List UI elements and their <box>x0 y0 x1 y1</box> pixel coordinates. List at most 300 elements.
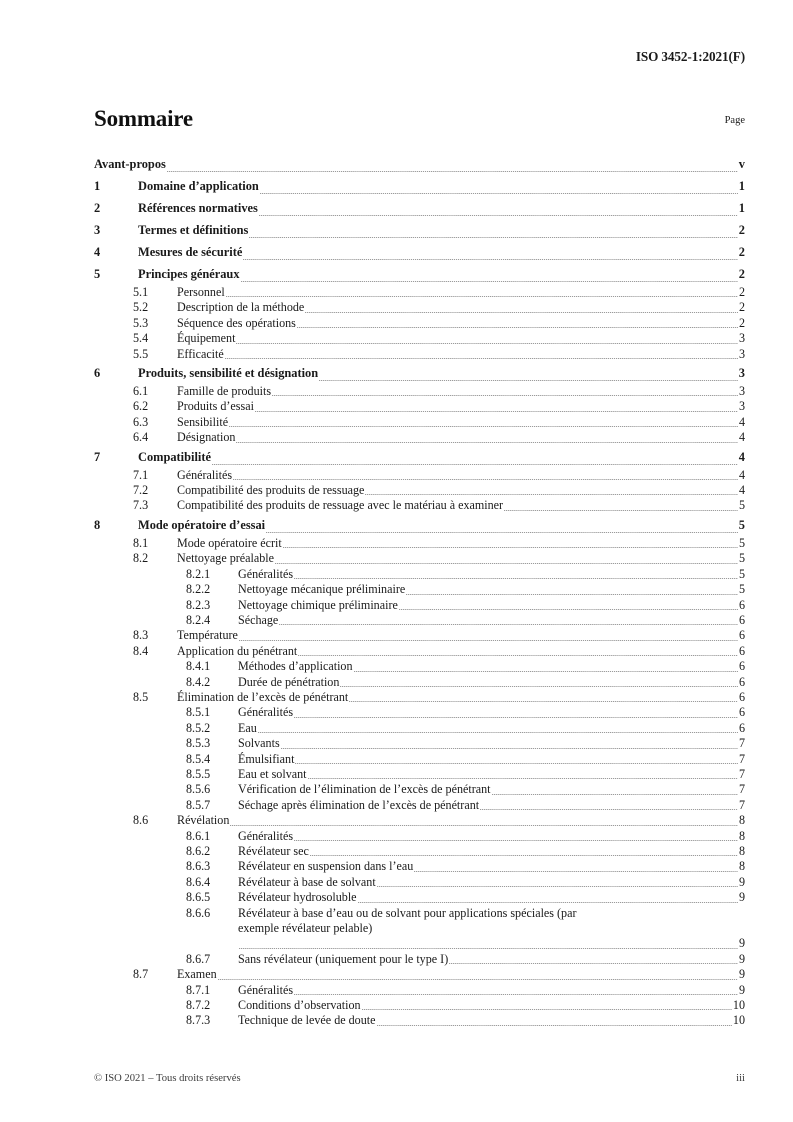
toc-entry[interactable] <box>94 705 745 720</box>
toc-entry-number: 8.1 <box>133 535 149 550</box>
toc-entry[interactable] <box>94 906 745 952</box>
toc-entry-number: 8.7.2 <box>186 998 211 1013</box>
toc-dot-leader <box>354 671 738 672</box>
toc-entry-number: 8.6.6 <box>186 905 211 920</box>
toc-entry-title: Termes et définitions <box>138 223 249 237</box>
toc-entry-title <box>238 906 745 937</box>
toc-entry-number: 8.6.1 <box>186 828 211 843</box>
toc-entry-number: 5.1 <box>133 285 149 299</box>
toc-entry-body <box>177 415 745 430</box>
toc-entry-title: Généralités <box>238 982 294 997</box>
toc-entry-number: 3 <box>94 223 101 237</box>
toc-entry-number: 8.7.3 <box>186 1013 211 1028</box>
toc-entry-number: 8.5.6 <box>186 782 211 797</box>
toc-entry[interactable] <box>94 514 745 536</box>
toc-entry-number: 5.2 <box>133 300 149 315</box>
toc-entry-title: Domaine d’application <box>138 179 259 193</box>
toc-entry-body <box>238 906 745 952</box>
toc-entry-body <box>238 752 745 767</box>
toc-entry-title: Mode opératoire d’essai <box>138 517 266 532</box>
toc-entry-page-number: 6 <box>738 689 745 704</box>
toc-entry-body <box>177 628 745 643</box>
toc-entry-title: Eau et solvant <box>238 766 307 781</box>
toc-dot-leader <box>406 594 738 595</box>
toc-entry-page-number: 6 <box>738 720 745 735</box>
toc-entry-body <box>238 721 745 736</box>
toc-entry-page-number: 7 <box>738 782 745 797</box>
toc-entry-body <box>238 890 745 905</box>
toc-entry-number: 8.6.2 <box>186 844 211 858</box>
toc-entry-title: Sans révélateur (uniquement pour le type I) <box>238 951 449 966</box>
toc-entry[interactable] <box>94 263 745 285</box>
toc-entry[interactable] <box>94 399 745 414</box>
toc-entry-body <box>177 347 745 362</box>
toc-entry-page-number: 2 <box>738 245 745 259</box>
toc-entry-number: 6.4 <box>133 430 149 445</box>
toc-dot-leader <box>414 871 738 872</box>
toc-entry-number: 7 <box>94 449 101 464</box>
toc-entry-body <box>238 567 745 582</box>
toc-dot-leader <box>229 426 738 427</box>
toc-entry[interactable] <box>94 644 745 659</box>
toc-entry-page-number: 1 <box>738 179 745 193</box>
toc-entry-title: Séchage après élimination de l’excès de pénétrant <box>238 797 480 812</box>
toc-dot-leader <box>249 237 737 238</box>
toc-entry-body <box>138 362 745 384</box>
toc-entry-body <box>177 468 745 483</box>
toc-entry-title: Sensibilité <box>177 414 229 429</box>
toc-entry-page-number: 7 <box>738 766 745 781</box>
toc-entry-number: 6.2 <box>133 399 149 414</box>
toc-entry-body <box>238 782 745 797</box>
toc-entry-number: 1 <box>94 179 101 193</box>
toc-entry-body <box>238 952 745 967</box>
toc-dot-leader <box>218 979 738 980</box>
toc-entry[interactable] <box>94 331 745 346</box>
toc-entry[interactable] <box>94 859 745 874</box>
toc-entry-body <box>177 300 745 315</box>
toc-entry-number: 8.5.2 <box>186 720 211 735</box>
toc-entry-body <box>138 197 745 219</box>
toc-entry-body <box>177 813 745 828</box>
toc-dot-leader <box>239 640 738 641</box>
toc-entry-body <box>177 430 745 445</box>
toc-dot-leader <box>294 840 738 841</box>
toc-dot-leader <box>266 532 738 533</box>
toc-entry-title-line-1: Révélateur à base d’eau ou de solvant pour applications spéciales (par <box>238 905 577 920</box>
toc-entry-title: Nettoyage préalable <box>177 551 275 566</box>
toc-entry[interactable] <box>94 1013 745 1028</box>
toc-entry-body <box>177 498 745 513</box>
toc-entry-page-number: 3 <box>738 346 745 361</box>
toc-entry-page-number: 2 <box>738 223 745 237</box>
toc-entry-body <box>177 384 745 399</box>
toc-entry-title: Généralités <box>177 467 233 482</box>
toc-entry-body <box>238 829 745 844</box>
toc-entry-body <box>238 1013 745 1028</box>
page-folio: iii <box>736 1073 745 1084</box>
toc-entry-number: 5.5 <box>133 346 149 361</box>
toc-title-row <box>94 106 745 132</box>
toc-dot-leader <box>340 686 738 687</box>
toc-entry-title: Produits, sensibilité et désignation <box>138 366 319 381</box>
document-footer <box>94 1073 745 1084</box>
toc-entry-number: 8 <box>94 517 101 532</box>
toc-entry-title: Description de la méthode <box>177 300 305 315</box>
toc-dot-leader <box>236 442 738 443</box>
toc-entry-number: 8.2 <box>133 551 149 566</box>
toc-entry[interactable] <box>94 362 745 384</box>
toc-entry-number: 2 <box>94 201 101 215</box>
toc-entry[interactable] <box>94 829 745 844</box>
toc-entry[interactable] <box>94 153 745 175</box>
toc-dot-leader <box>377 1025 732 1026</box>
page-column-label: Page <box>724 115 745 126</box>
toc-entry-page-number: 3 <box>738 331 745 346</box>
toc-dot-leader <box>258 732 738 733</box>
toc-entry-page-number: 5 <box>738 517 745 532</box>
toc-dot-leader <box>295 763 738 764</box>
toc-dot-leader <box>226 296 738 297</box>
toc-entry[interactable] <box>94 613 745 628</box>
toc-entry-title: Révélateur à base de solvant <box>238 874 376 889</box>
toc-entry-title: Généralités <box>238 566 294 581</box>
toc-entry-page-number: 5 <box>738 566 745 581</box>
toc-entry-body <box>138 263 745 285</box>
copyright-notice: © ISO 2021 – Tous droits réservés <box>94 1073 241 1084</box>
toc-entry-number: 8.2.4 <box>186 612 211 627</box>
toc-entry-number: 6.1 <box>133 384 149 399</box>
toc-entry-body <box>138 446 745 468</box>
toc-entry-number: 8.5.1 <box>186 705 211 720</box>
toc-entry-title: Émulsifiant <box>238 751 295 766</box>
toc-dot-leader <box>297 327 738 328</box>
toc-entry-title: Durée de pénétration <box>238 674 340 689</box>
toc-entry-title: Compatibilité des produits de ressuage <box>177 483 365 498</box>
toc-entry-page-number: 9 <box>738 874 745 889</box>
toc-entry-title: Mesures de sécurité <box>138 245 243 259</box>
toc-entry-title: Équipement <box>177 331 236 346</box>
toc-entry-number: 8.5 <box>133 689 149 704</box>
toc-dot-leader <box>358 902 738 903</box>
toc-dot-leader <box>241 281 738 282</box>
toc-entry-title: Révélateur sec <box>238 844 309 858</box>
toc-entry-page-number: v <box>738 157 745 171</box>
toc-entry-number: 7.2 <box>133 483 149 498</box>
toc-entry-body <box>238 736 745 751</box>
toc-entry[interactable] <box>94 498 745 513</box>
toc-entry-title: Produits d’essai <box>177 399 254 414</box>
toc-entry[interactable] <box>94 300 745 315</box>
toc-entry-number: 7.1 <box>133 467 149 482</box>
toc-dot-leader <box>212 464 738 465</box>
toc-entry-page-number: 6 <box>738 612 745 627</box>
toc-entry-body <box>177 316 745 331</box>
toc-entry-number: 8.6.7 <box>186 951 211 966</box>
toc-entry[interactable] <box>94 219 745 241</box>
toc-entry-body <box>177 331 745 346</box>
toc-dot-leader <box>239 948 738 949</box>
toc-entry-page-number: 7 <box>738 736 745 751</box>
toc-entry-title: Famille de produits <box>177 384 272 399</box>
toc-dot-leader <box>275 563 738 564</box>
toc-entry[interactable] <box>94 536 745 551</box>
toc-entry-title: Examen <box>177 967 217 982</box>
toc-entry-title: Application du pénétrant <box>177 643 298 658</box>
toc-dot-leader <box>236 343 738 344</box>
toc-entry-number: 6 <box>94 366 101 381</box>
toc-entry-page-number: 2 <box>738 300 745 315</box>
toc-entry-number: 7.3 <box>133 498 149 513</box>
toc-entry[interactable] <box>94 415 745 430</box>
toc-entry-page-number: 4 <box>738 430 745 445</box>
toc-entry-number: 8.6.5 <box>186 890 211 905</box>
toc-entry-page-number: 6 <box>738 705 745 720</box>
toc-entry-title: Vérification de l’élimination de l’excès de pénétrant <box>238 782 491 797</box>
toc-entry-page-number: 5 <box>738 498 745 513</box>
toc-entry-page-number: 7 <box>738 797 745 812</box>
document-reference-header: ISO 3452-1:2021(F) <box>635 49 745 64</box>
toc-dot-leader <box>281 748 738 749</box>
toc-entry-body <box>238 844 745 859</box>
toc-entry[interactable] <box>94 767 745 782</box>
toc-entry[interactable] <box>94 690 745 705</box>
toc-entry[interactable] <box>94 483 745 498</box>
toc-entry-title: Désignation <box>177 430 236 445</box>
toc-entry-page-number: 6 <box>738 674 745 689</box>
toc-dot-leader <box>349 701 738 702</box>
toc-entry-page-number: 5 <box>738 551 745 566</box>
toc-entry[interactable] <box>94 875 745 890</box>
toc-dot-leader <box>319 380 738 381</box>
toc-entry-title: Séquence des opérations <box>177 315 296 330</box>
toc-entry-title: Principes généraux <box>138 267 240 281</box>
toc-entry[interactable] <box>94 347 745 362</box>
toc-entry[interactable] <box>94 752 745 767</box>
toc-entry[interactable] <box>94 628 745 643</box>
toc-entry-page-number: 9 <box>738 967 745 982</box>
toc-entry-body <box>177 399 745 414</box>
toc-entry-body <box>138 219 745 241</box>
toc-entry-title: Révélation <box>177 813 230 828</box>
toc-entry[interactable] <box>94 798 745 813</box>
toc-dot-leader <box>225 358 738 359</box>
toc-entry[interactable] <box>94 967 745 982</box>
toc-entry-title: Méthodes d’application <box>238 659 353 674</box>
toc-entry-body <box>238 998 745 1013</box>
toc-dot-leader <box>449 963 738 964</box>
toc-entry-title: Révélateur en suspension dans l’eau <box>238 859 414 874</box>
toc-entry-title: Technique de levée de doute <box>238 1013 376 1028</box>
toc-entry-number: 8.4 <box>133 643 149 658</box>
toc-entry-page-number: 9 <box>738 890 745 905</box>
toc-entry-number: 8.6.3 <box>186 859 211 874</box>
toc-dot-leader <box>492 794 738 795</box>
toc-entry-title: Références normatives <box>138 201 258 215</box>
toc-entry-page-number: 2 <box>738 285 745 299</box>
toc-entry[interactable] <box>94 446 745 468</box>
toc-entry-page-number: 4 <box>738 467 745 482</box>
toc-dot-leader <box>504 510 738 511</box>
toc-entry-page-number: 8 <box>738 813 745 828</box>
toc-dot-leader <box>233 479 738 480</box>
toc-entry[interactable] <box>94 241 745 263</box>
toc-entry[interactable] <box>94 813 745 828</box>
toc-entry-page-number: 7 <box>738 751 745 766</box>
toc-entry-page-number: 5 <box>738 535 745 550</box>
toc-dot-leader <box>294 717 738 718</box>
toc-entry-body <box>238 983 745 998</box>
toc-entry[interactable] <box>94 998 745 1013</box>
toc-entry[interactable] <box>94 736 745 751</box>
toc-entry-page-number: 8 <box>738 859 745 874</box>
toc-entry-page-number: 3 <box>738 384 745 399</box>
toc-entry-page-number: 9 <box>738 951 745 966</box>
toc-dot-leader <box>399 609 738 610</box>
toc-entry-title: Élimination de l’excès de pénétrant <box>177 689 349 704</box>
toc-entry-title: Séchage <box>238 612 279 627</box>
toc-entry[interactable] <box>94 782 745 797</box>
toc-entry-body <box>138 175 745 197</box>
toc-entry-title: Conditions d’observation <box>238 998 361 1013</box>
toc-entry-body <box>238 859 745 874</box>
toc-entry[interactable] <box>94 659 745 674</box>
toc-entry-body <box>138 241 745 263</box>
toc-entry-title: Généralités <box>238 828 294 843</box>
toc-entry-body <box>177 536 745 551</box>
toc-entry[interactable] <box>94 285 745 300</box>
toc-entry-body <box>238 767 745 782</box>
toc-entry-page-number: 6 <box>738 659 745 674</box>
toc-entry-body <box>94 153 745 175</box>
toc-entry[interactable] <box>94 567 745 582</box>
toc-entry[interactable] <box>94 175 745 197</box>
toc-entry-body <box>177 967 745 982</box>
toc-entry-title: Révélateur hydrosoluble <box>238 890 357 905</box>
toc-entry-page-number: 9 <box>738 936 745 951</box>
toc-entry-title: Personnel <box>177 285 225 299</box>
toc-dot-leader <box>377 886 738 887</box>
toc-entry-number: 8.4.1 <box>186 659 211 674</box>
toc-entry-body <box>238 675 745 690</box>
toc-entry[interactable] <box>94 983 745 998</box>
page-title: Sommaire <box>94 106 193 131</box>
toc-entry-page-number: 5 <box>738 582 745 597</box>
toc-dot-leader <box>255 411 738 412</box>
toc-entry-body <box>238 613 745 628</box>
toc-dot-leader <box>259 215 738 216</box>
toc-entry-title: Compatibilité <box>138 449 211 464</box>
toc-entry-number: 8.3 <box>133 628 149 643</box>
toc-dot-leader <box>305 312 738 313</box>
toc-entry[interactable] <box>94 384 745 399</box>
toc-entry-number: 8.6.4 <box>186 874 211 889</box>
toc-entry-number: 8.7.1 <box>186 982 211 997</box>
toc-entry-page-number: 4 <box>738 483 745 498</box>
toc-entry-title: Eau <box>238 720 257 735</box>
toc-dot-leader <box>362 1009 732 1010</box>
toc-entry[interactable] <box>94 551 745 566</box>
toc-entry-body <box>238 582 745 597</box>
toc-entry-number: 5.3 <box>133 315 149 330</box>
toc-entry[interactable] <box>94 598 745 613</box>
toc-entry[interactable] <box>94 890 745 905</box>
toc-entry[interactable] <box>94 197 745 219</box>
toc-entry-title: Température <box>177 628 238 643</box>
toc-entry-page-number: 6 <box>738 643 745 658</box>
toc-entry-body <box>177 644 745 659</box>
toc-entry-body <box>138 514 745 536</box>
toc-dot-leader <box>272 395 738 396</box>
toc-entry-number: 8.7 <box>133 967 149 982</box>
toc-entry-title-line-2: exemple révélateur pelable) <box>238 921 373 936</box>
toc-entry-number: 8.6 <box>133 813 149 828</box>
toc-entry-body <box>177 551 745 566</box>
toc-entry-title: Nettoyage mécanique préliminaire <box>238 582 406 597</box>
toc-entry-number: 8.5.4 <box>186 751 211 766</box>
toc-entry[interactable] <box>94 675 745 690</box>
toc-entry-number: 8.5.7 <box>186 797 211 812</box>
toc-entry[interactable] <box>94 582 745 597</box>
toc-entry-page-number: 10 <box>732 998 745 1013</box>
toc-entry[interactable] <box>94 844 745 859</box>
toc-entry-page-number: 4 <box>738 414 745 429</box>
toc-entry-body <box>177 483 745 498</box>
toc-entry-number: 8.4.2 <box>186 674 211 689</box>
toc-dot-leader <box>294 994 738 995</box>
toc-entry-number: 8.2.3 <box>186 597 211 612</box>
toc-entry-body <box>177 285 745 300</box>
toc-dot-leader <box>298 655 738 656</box>
toc-entry[interactable] <box>94 721 745 736</box>
toc-entry-title: Compatibilité des produits de ressuage avec le matériau à examiner <box>177 498 504 513</box>
toc-entry-body <box>238 659 745 674</box>
toc-entry-number: 5 <box>94 267 101 281</box>
toc-dot-leader <box>167 171 738 172</box>
toc-entry-number: 8.2.2 <box>186 582 211 597</box>
toc-entry-body <box>177 690 745 705</box>
toc-entry-page-number: 2 <box>738 267 745 281</box>
toc-entry-body <box>238 798 745 813</box>
toc-entry[interactable] <box>94 430 745 445</box>
toc-dot-leader <box>279 624 738 625</box>
toc-entry[interactable] <box>94 468 745 483</box>
toc-entry-page-number: 6 <box>738 597 745 612</box>
toc-entry-page-number: 3 <box>738 399 745 414</box>
toc-entry-page-number: 8 <box>738 828 745 843</box>
toc-entry-title: Généralités <box>238 705 294 720</box>
toc-entry[interactable] <box>94 952 745 967</box>
toc-entry-number: 5.4 <box>133 331 149 346</box>
toc-entry-page-number: 9 <box>738 982 745 997</box>
toc-dot-leader <box>260 193 738 194</box>
toc-dot-leader <box>308 778 738 779</box>
toc-entry-page-number: 8 <box>738 844 745 858</box>
toc-entry-title: Solvants <box>238 736 280 751</box>
toc-entry-body <box>238 598 745 613</box>
toc-entry-page-number: 10 <box>732 1013 745 1028</box>
toc-entry-title: Nettoyage chimique préliminaire <box>238 597 398 612</box>
toc-dot-leader <box>310 855 738 856</box>
toc-entry-body <box>238 875 745 890</box>
toc-entry-page-number: 3 <box>738 366 745 381</box>
toc-entry-page-number: 1 <box>738 201 745 215</box>
toc-dot-leader <box>365 494 738 495</box>
table-of-contents <box>94 153 745 1029</box>
toc-entry-page-number: 6 <box>738 628 745 643</box>
toc-entry[interactable] <box>94 316 745 331</box>
toc-entry-page-number: 2 <box>738 315 745 330</box>
